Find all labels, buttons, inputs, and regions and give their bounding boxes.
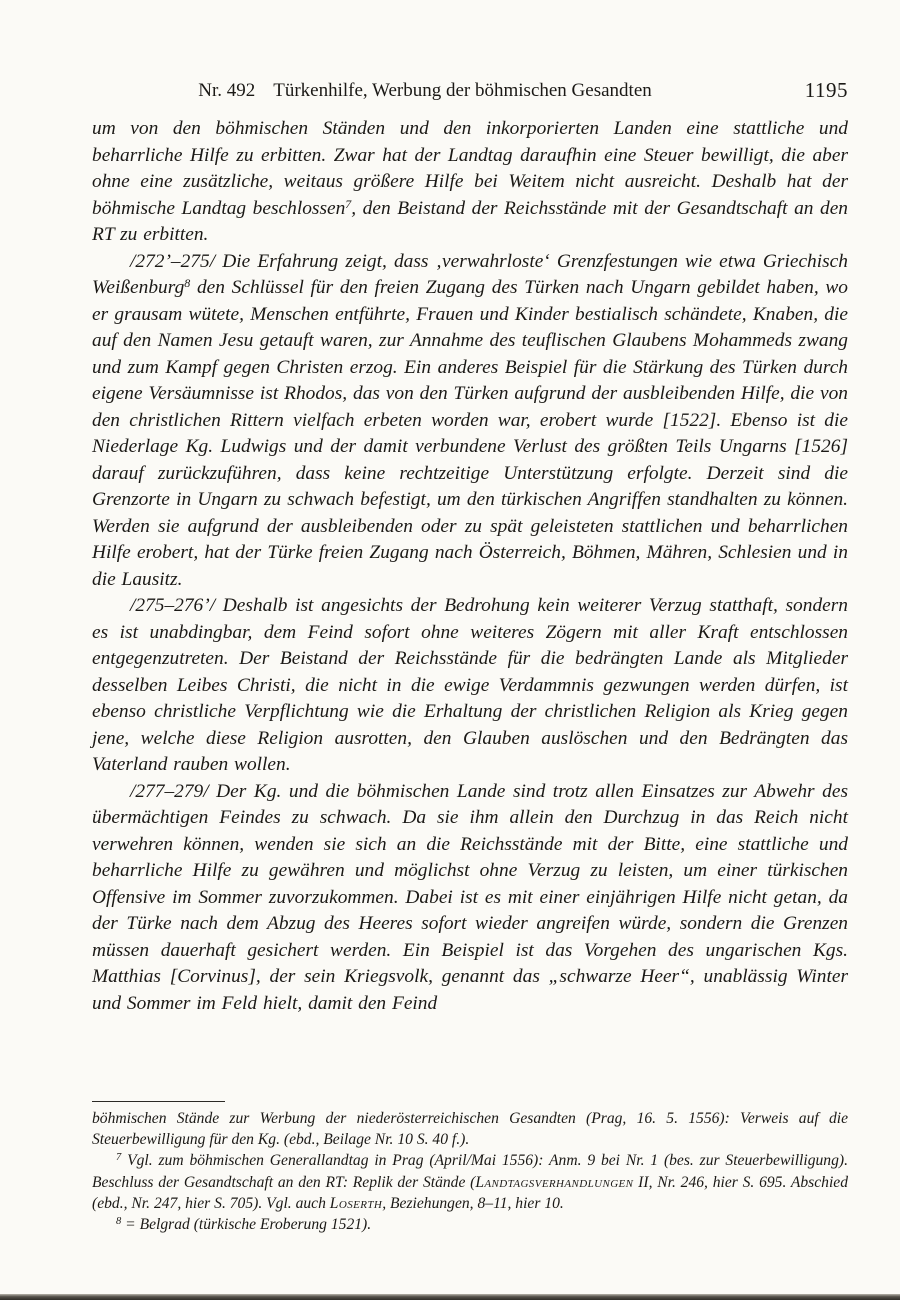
scan-bottom-edge <box>0 1294 900 1300</box>
document-number: Nr. 492 <box>198 80 256 101</box>
footnote-7 <box>92 1150 848 1214</box>
body-paragraph: /275–276’/ Deshalb ist angesichts der Bedrohung kein weiterer Verzug statthaft, sondern es ist unabdingbar, dem Feind sofort ohne weiteres Zögern mit aller Kraft entschlossen entgegenzutreten. Der Beistand der Reichsstände für die bedrängten Lande als Mitglieder desselben Leibes Christi, die nicht in die ewige Verdammnis gezwungen werden dürfen, ist ebenso christliche Verpflichtung wie die Erhaltung der christlichen Religion als Krieg gegen jene, welche diese Religion ausrotten, den Glauben auslöschen und den Bedrängten das Vaterland rauben wollen. <box>92 595 848 775</box>
footnote-separator <box>92 1101 225 1102</box>
footnote-reference-8: 8 <box>184 276 191 290</box>
body-paragraph: /277–279/ Der Kg. und die böhmischen Lande sind trotz allen Einsatzes zur Abwehr des übermächtigen Feindes zu schwach. Da sie ihm allein den Durchzug in das Reich nicht verwehren können, wenden sie sich an die Reichsstände mit der Bitte, eine stattliche und beharrliche Hilfe zu gewähren und möglichst ohne Verzug zu leisten, um einer türkischen Offensive im Sommer zuvorzukommen. Dabei ist es mit einer einjährigen Hilfe nicht getan, da der Türke nach dem Abzug des Heeres sofort wieder angreifen würde, sondern die Grenzen müssen dauerhaft gesichert werden. Ein Beispiel ist das Vorgehen des ungarischen Kgs. Matthias [Corvinus], der sein Kriegsvolk, genannt das „schwarze Heer“, unablässig Winter und Sommer im Feld hielt, damit den Feind <box>92 780 848 1014</box>
running-head-title-group <box>92 80 758 102</box>
footnote-text: II, Nr. 246, hier S. 695. Abschied (ebd., Nr. 247, hier S. 705). Vgl. auch <box>92 1173 849 1212</box>
running-head-title: Türkenhilfe, Werbung der böhmischen Gesandten <box>273 80 652 101</box>
footnote-reference-7: 7 <box>345 196 352 211</box>
paragraph-text: , den Beistand der Reichsstände mit der Gesandtschaft an den RT zu erbitten. <box>92 197 849 245</box>
footnote-8 <box>92 1214 848 1235</box>
footnote-continuation: böhmischen Stände zur Werbung der niederösterreichischen Gesandten (Prag, 16. 5. 1556): Verweis auf die Steuerbewilligung für den Kg. (ebd., Beilage Nr. 10 S. 40 f.). <box>92 1110 848 1149</box>
running-head <box>92 80 848 106</box>
footnote-text: , Beziehungen, 8–11, hier 10. <box>382 1194 564 1212</box>
paragraph-text: /272’–275/ Die Erfahrung zeigt, dass ‚verwahrloste‘ Grenzfestungen wie etwa Griechisch Weißenburg <box>92 250 848 298</box>
footnote-text: = Belgrad (türkische Eroberung 1521). <box>121 1216 372 1234</box>
footnote-marker-7: 7 <box>116 1152 122 1164</box>
footnote-marker-8: 8 <box>116 1216 122 1228</box>
footnote-smallcaps-citation: Landtagsverhandlungen <box>475 1173 634 1191</box>
body-text <box>92 116 848 1017</box>
footnotes <box>92 1108 848 1235</box>
footnote-smallcaps-citation: Loserth <box>329 1194 383 1212</box>
paragraph-text: um von den böhmischen Ständen und den inkorporierten Landen eine stattliche und beharrliche Hilfe zu erbitten. Zwar hat der Landtag daraufhin eine Steuer bewilligt, die aber ohne eine zusätzliche, weitaus größere Hilfe bei Weitem nicht ausreicht. Deshalb hat der böhmische Landtag beschlossen <box>92 118 848 219</box>
footnote-text: Vgl. zum böhmischen Generallandtag in Prag (April/Mai 1556): Anm. 9 bei Nr. 1 (bes. zur Steuerbewilligung). Beschluss der Gesandtschaft an den RT: Replik der Stände ( <box>92 1152 848 1191</box>
paragraph-text: den Schlüssel für den freien Zugang des Türken nach Ungarn gebildet haben, wo er grausam wütete, Menschen entführte, Frauen und Kinder bestialisch schändete, Knaben, die auf den Namen Jesu getauft waren, zur Annahme des teuflischen Glaubens Mohammeds zwang und zum Kampf gegen Christen erzog. Ein anderes Beispiel für die Stärkung des Türken durch eigene Versäumnisse ist Rhodos, das von den Türken aufgrund der ausbleibenden Hilfe, die von den christlichen Rittern vielfach erbeten worden war, erobert wurde [1522]. Ebenso ist die Niederlage Kg. Ludwigs und der damit verbundene Verlust des größten Teils Ungarns [1526] darauf zurückzuführen, dass keine rechtzeitige Unterstützung erfolgte. Derzeit sind die Grenzorte in Ungarn zu schwach befestigt, um den türkischen Angriffen standhalten zu können. Werden sie aufgrund der ausbleibenden oder zu spät geleisteten stattlichen und beharrlichen Hilfe erobert, hat der Türke freien Zugang nach Österreich, Böhmen, Mähren, Schlesien und in die Lausitz. <box>92 277 848 590</box>
page-number: 1195 <box>804 78 848 102</box>
body-paragraph <box>92 116 848 249</box>
body-paragraph <box>92 249 848 594</box>
